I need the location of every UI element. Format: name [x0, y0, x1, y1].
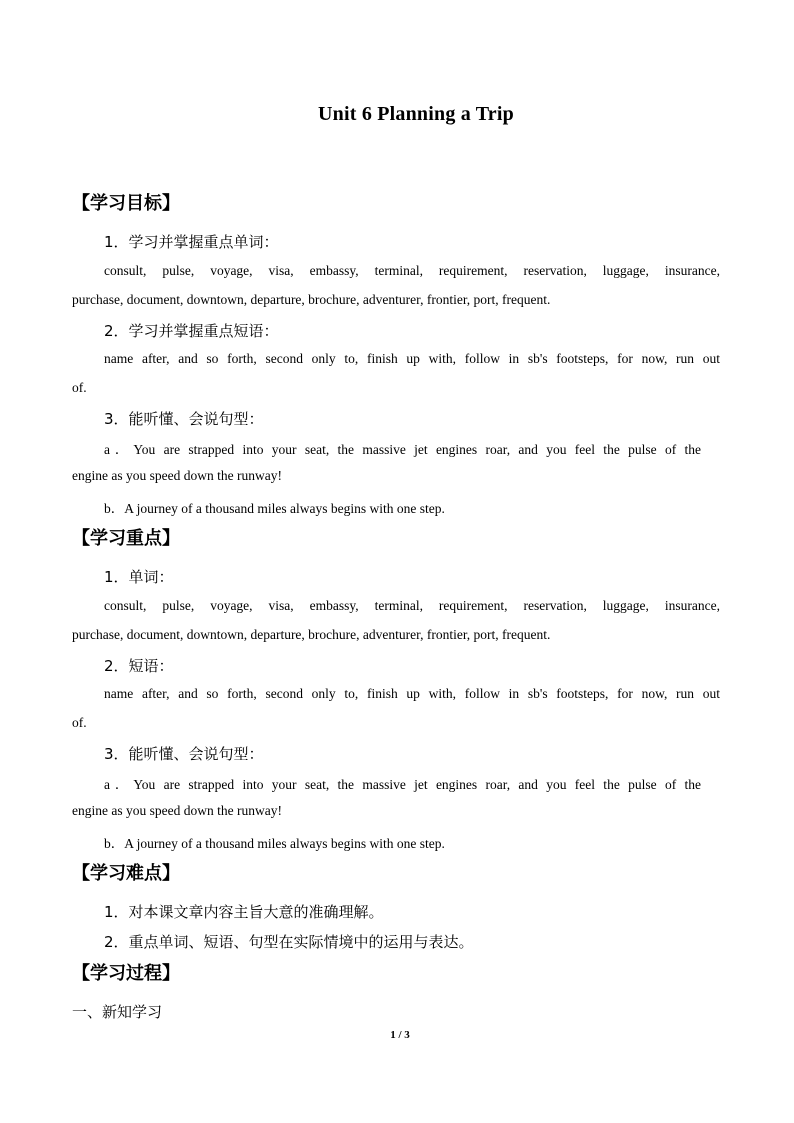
key-points-sentence-a-line2: engine as you speed down the runway!	[72, 803, 282, 818]
key-points-phrases-line1: name after, and so forth, second only to, finish up with, follow in sb's footsteps, for now, run out	[104, 686, 720, 701]
key-points-item3-label: 3．能听懂、会说句型：	[104, 745, 264, 763]
document-title: Unit 6 Planning a Trip	[318, 103, 514, 125]
objectives-item2-label: 2．学习并掌握重点短语：	[104, 322, 279, 340]
objectives-sentence-a-line2: engine as you speed down the runway!	[72, 468, 282, 483]
objectives-vocab-line2: purchase, document, downtown, departure, brochure, adventurer, frontier, port, frequent.	[72, 292, 551, 307]
key-points-vocab-line1: consult, pulse, voyage, visa, embassy, terminal, requirement, reservation, luggage, insurance,	[104, 598, 720, 613]
objectives-sentence-b: b．A journey of a thousand miles always begins with one step.	[104, 501, 445, 516]
objectives-item3-label: 3．能听懂、会说句型：	[104, 410, 264, 428]
process-heading: 【学习过程】	[72, 963, 180, 984]
key-points-sentence-a-line1: a．You are strapped into your seat, the massive jet engines roar, and you feel the pulse of the	[104, 777, 701, 792]
objectives-phrases-line1: name after, and so forth, second only to, finish up with, follow in sb's footsteps, for now, run out	[104, 351, 720, 366]
page-indicator: 1 / 3	[390, 1029, 410, 1041]
objectives-phrases-line2: of.	[72, 380, 87, 395]
key-points-sentence-b: b．A journey of a thousand miles always begins with one step.	[104, 836, 445, 851]
difficulties-item1: 1．对本课文章内容主旨大意的准确理解。	[104, 903, 384, 921]
objectives-item1-label: 1．学习并掌握重点单词：	[104, 233, 279, 251]
objectives-sentence-a-line1: a．You are strapped into your seat, the massive jet engines roar, and you feel the pulse of the	[104, 442, 701, 457]
process-section1: 一、新知学习	[72, 1003, 163, 1021]
objectives-heading: 【学习目标】	[72, 193, 180, 214]
difficulties-heading: 【学习难点】	[72, 863, 180, 884]
key-points-item1-label: 1．单词：	[104, 568, 174, 586]
key-points-heading: 【学习重点】	[72, 528, 180, 549]
key-points-phrases-line2: of.	[72, 715, 87, 730]
objectives-vocab-line1: consult, pulse, voyage, visa, embassy, terminal, requirement, reservation, luggage, insurance,	[104, 263, 720, 278]
difficulties-item2: 2．重点单词、短语、句型在实际情境中的运用与表达。	[104, 933, 474, 951]
key-points-item2-label: 2．短语：	[104, 657, 174, 675]
key-points-vocab-line2: purchase, document, downtown, departure, brochure, adventurer, frontier, port, frequent.	[72, 627, 551, 642]
